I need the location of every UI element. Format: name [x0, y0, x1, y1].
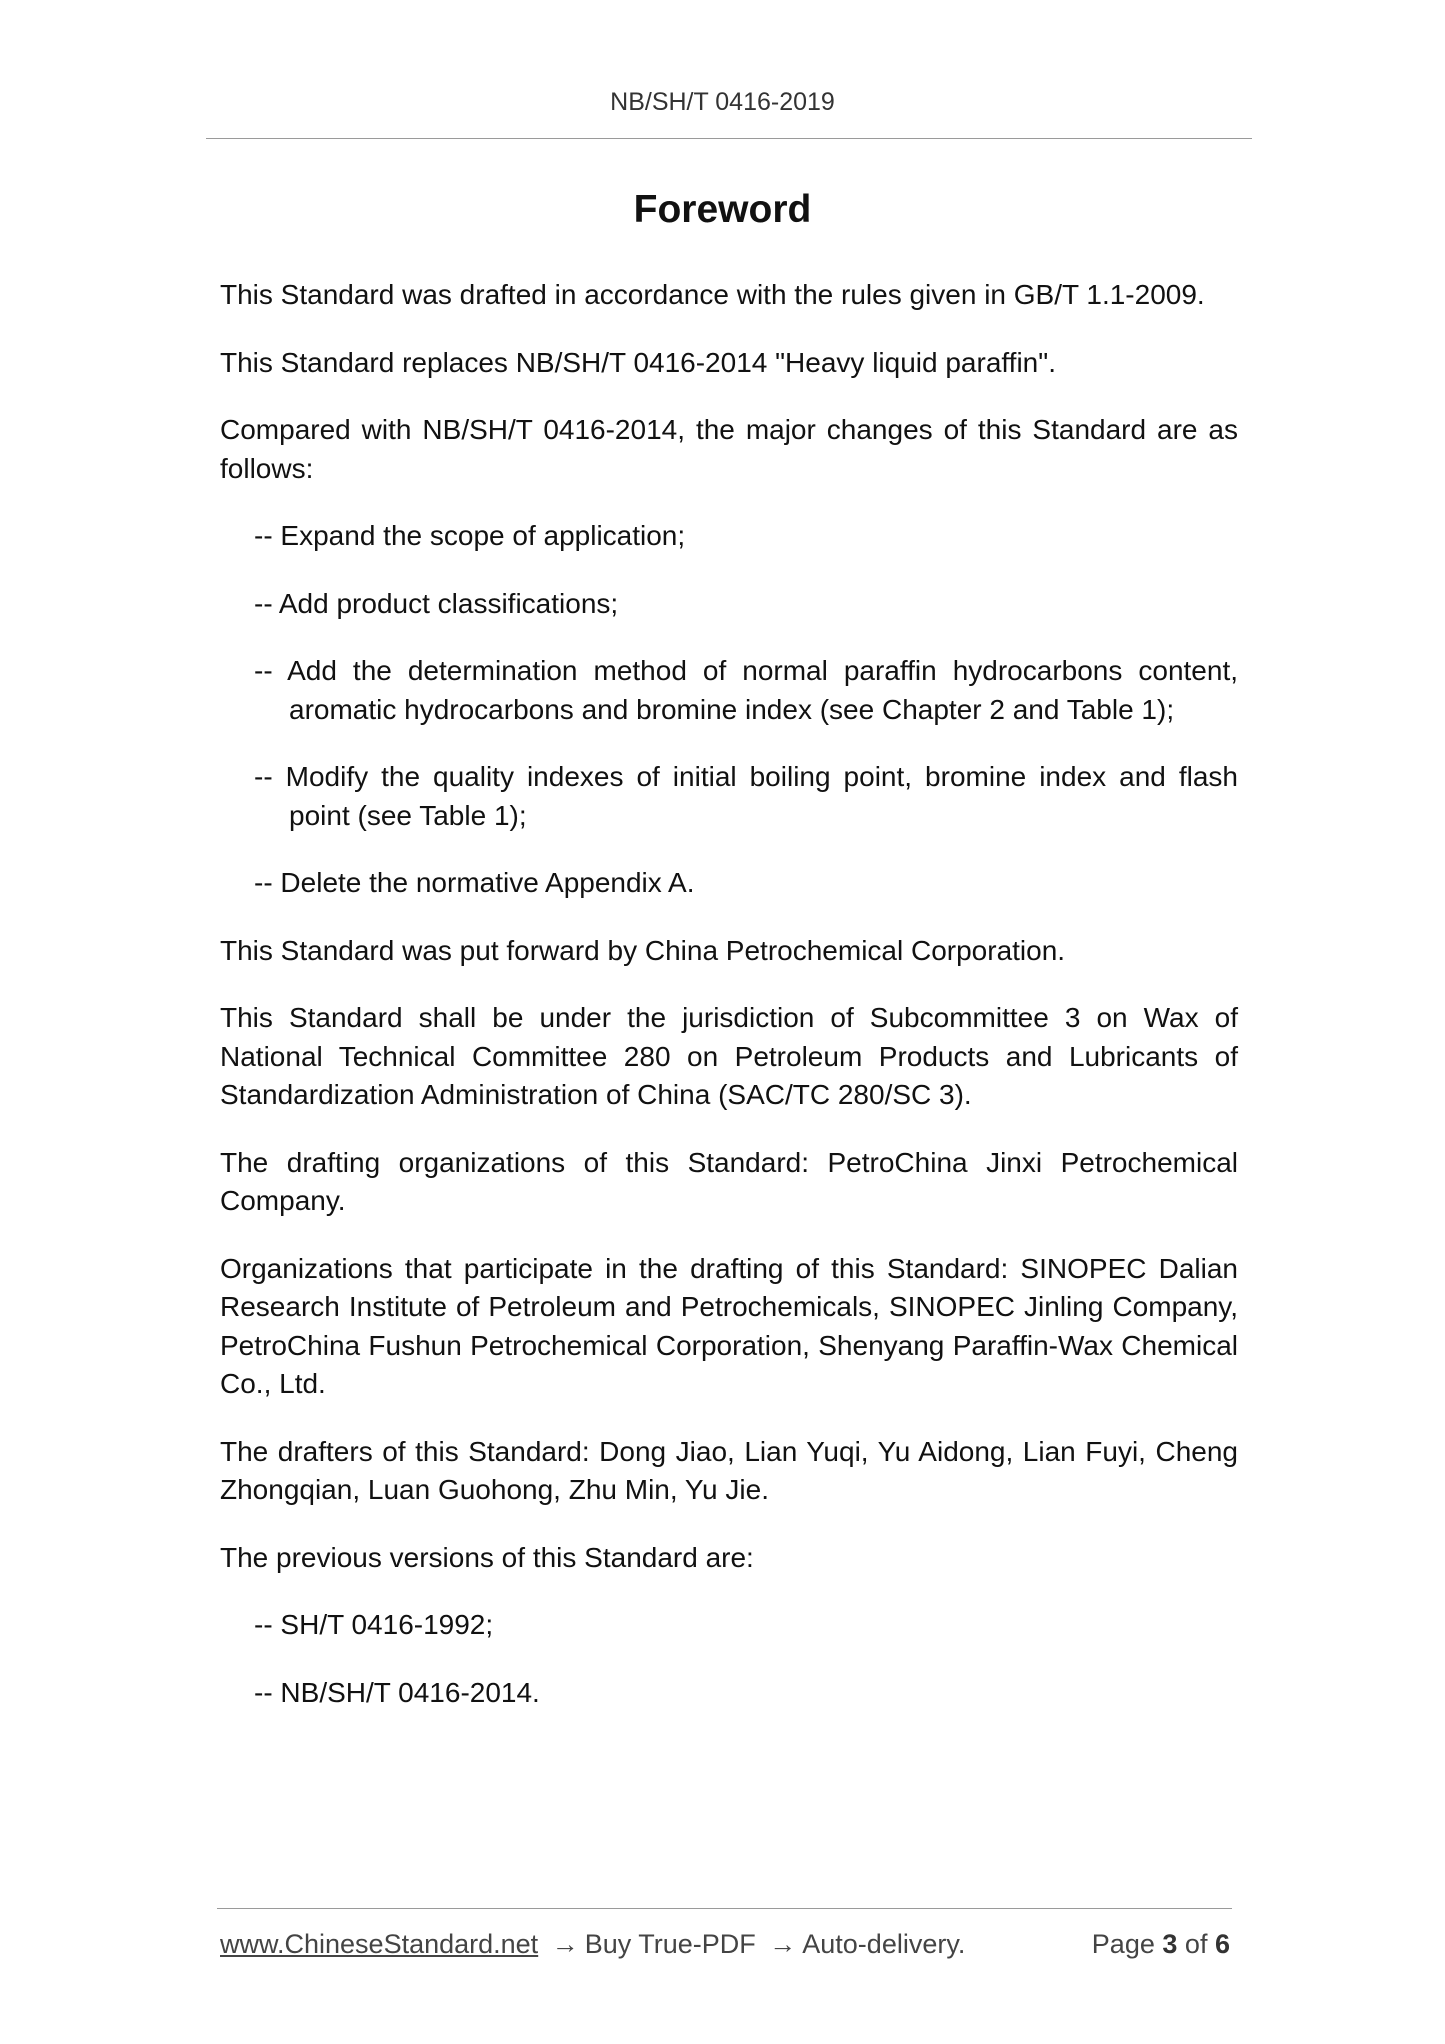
list-item: -- NB/SH/T 0416-2014. — [254, 1676, 540, 1708]
page-of-word: of — [1184, 1929, 1208, 1959]
page-title: Foreword — [633, 188, 812, 231]
paragraph: The drafting organizations of this Standard: PetroChina Jinxi Petrochemical Company. — [220, 1146, 1238, 1216]
paragraph: This Standard shall be under the jurisdiction of Subcommittee 3 on Wax of National Technical Committee 280 on Petroleum Products and Lubricants of Standardization Administration of China (SAC/TC 280/SC 3). — [220, 1002, 1238, 1110]
paragraph: This Standard replaces NB/SH/T 0416-2014 "Heavy liquid paraffin". — [220, 346, 1056, 378]
list-item: -- Delete the normative Appendix A. — [254, 867, 695, 898]
arrow-right-icon: → — [769, 1929, 797, 1959]
list-item: -- Add the determination method of normal paraffin hydrocarbons content, aromatic hydrocarbons and bromine index (see Chapter 2 and Table 1); — [254, 655, 1238, 725]
arrow-right-icon: → — [551, 1929, 579, 1959]
paragraph: The previous versions of this Standard are: — [220, 1541, 754, 1573]
running-header-code: NB/SH/T 0416-2019 — [610, 88, 835, 116]
page-footer — [220, 1929, 1232, 1969]
page-number — [1092, 1929, 1230, 1960]
page-current: 3 — [1162, 1929, 1178, 1959]
paragraph: This Standard was drafted in accordance with the rules given in GB/T 1.1-2009. — [220, 279, 1205, 310]
auto-delivery-text: Auto-delivery. — [802, 1929, 966, 1959]
list-item: -- Expand the scope of application; — [254, 520, 686, 551]
page-word: Page — [1091, 1929, 1155, 1959]
paragraph: Compared with NB/SH/T 0416-2014, the major changes of this Standard are as follows: — [220, 414, 1238, 484]
footer-divider — [217, 1908, 1232, 1909]
chinesestandard-link[interactable]: www.ChineseStandard.net — [220, 1929, 539, 1959]
document-body — [220, 276, 1238, 1741]
page-total: 6 — [1214, 1929, 1230, 1959]
footer-promo — [220, 1929, 965, 1960]
paragraph: The drafters of this Standard: Dong Jiao, Lian Yuqi, Yu Aidong, Lian Fuyi, Cheng Zhongqian, Luan Guohong, Zhu Min, Yu Jie. — [220, 1435, 1238, 1505]
list-item: -- Add product classifications; — [254, 587, 619, 619]
header-divider — [206, 138, 1252, 139]
buy-true-pdf-text: Buy True-PDF — [584, 1929, 756, 1959]
list-item: -- SH/T 0416-1992; — [254, 1609, 494, 1640]
list-item: -- Modify the quality indexes of initial boiling point, bromine index and flash point (see Table 1); — [254, 761, 1238, 831]
paragraph: This Standard was put forward by China Petrochemical Corporation. — [220, 934, 1066, 966]
paragraph: Organizations that participate in the drafting of this Standard: SINOPEC Dalian Research Institute of Petroleum and Petrochemicals, SINOPEC Jinling Company, PetroChina Fushun Petrochemical Corporation, Shenyang Paraffin-Wax Chemical Co., Ltd. — [220, 1252, 1238, 1399]
